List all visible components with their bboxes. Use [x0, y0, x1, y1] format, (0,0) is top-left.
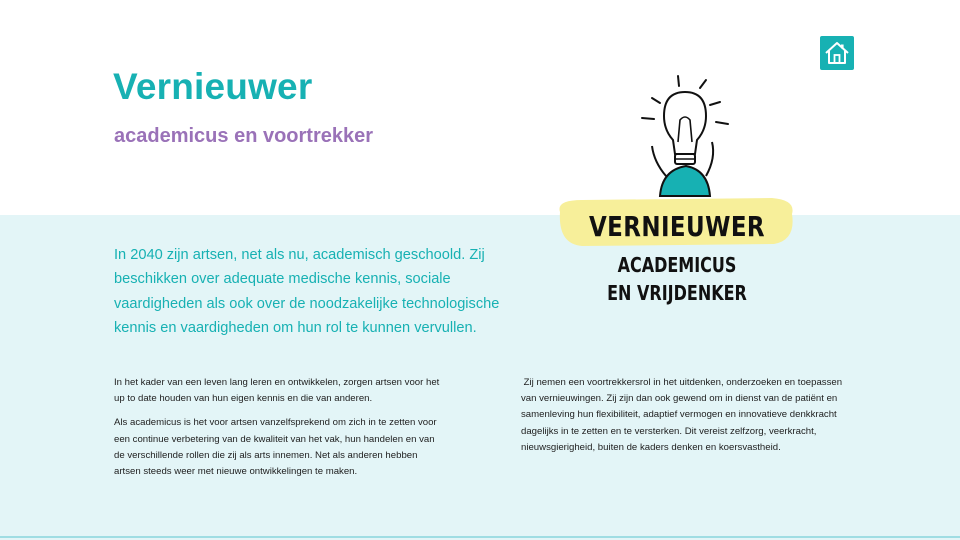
illustration-line1: ACADEMICUS: [617, 253, 737, 277]
home-button[interactable]: [820, 36, 854, 70]
bottom-divider: [0, 536, 960, 538]
vernieuwer-illustration: [552, 72, 802, 312]
paragraph: Als academicus is het voor artsen vanzelfsprekend om zich in te zetten voor een continue verbetering van de kwaliteit van het vak, hun handelen en van de verschillende rollen die zij als arts innemen. Net als anderen hebben artsen steeds weer met nieuwe ontwikkelingen te maken.: [114, 417, 437, 478]
paragraph: In het kader van een leven lang leren en ontwikkelen, zorgen artsen voor het up to date houden van hun eigen kennis en die van anderen.: [114, 377, 440, 405]
left-column: [114, 375, 444, 488]
page-title: Vernieuwer: [113, 66, 313, 107]
home-icon: [824, 41, 850, 65]
intro-text: In 2040 zijn artsen, net als nu, academisch geschoold. Zij beschikken over adequate medische kennis, sociale vaardigheden als ook over de noodzakelijke technologische kennis en vaardigheden om hun rol te kunnen vervullen.: [114, 247, 500, 336]
illustration-line2: EN VRIJDENKER: [607, 281, 747, 305]
illustration-title: VERNIEUWER: [588, 210, 766, 243]
page-subtitle: academicus en voortrekker: [114, 125, 374, 147]
right-column: [521, 375, 857, 464]
paragraph: Zij nemen een voortrekkersrol in het uitdenken, onderzoeken en toepassen van vernieuwingen. Zij zijn dan ook gewend om in dienst van de patiënt en samenleving hun flexibiliteit, adaptief vermogen en innovatieve denkkracht dagelijks in te zetten en te versterken. Dit vereist zelfzorg, veerkracht, nieuwsgierigheid, buiten de kaders denken en koersvastheid.: [521, 377, 845, 453]
